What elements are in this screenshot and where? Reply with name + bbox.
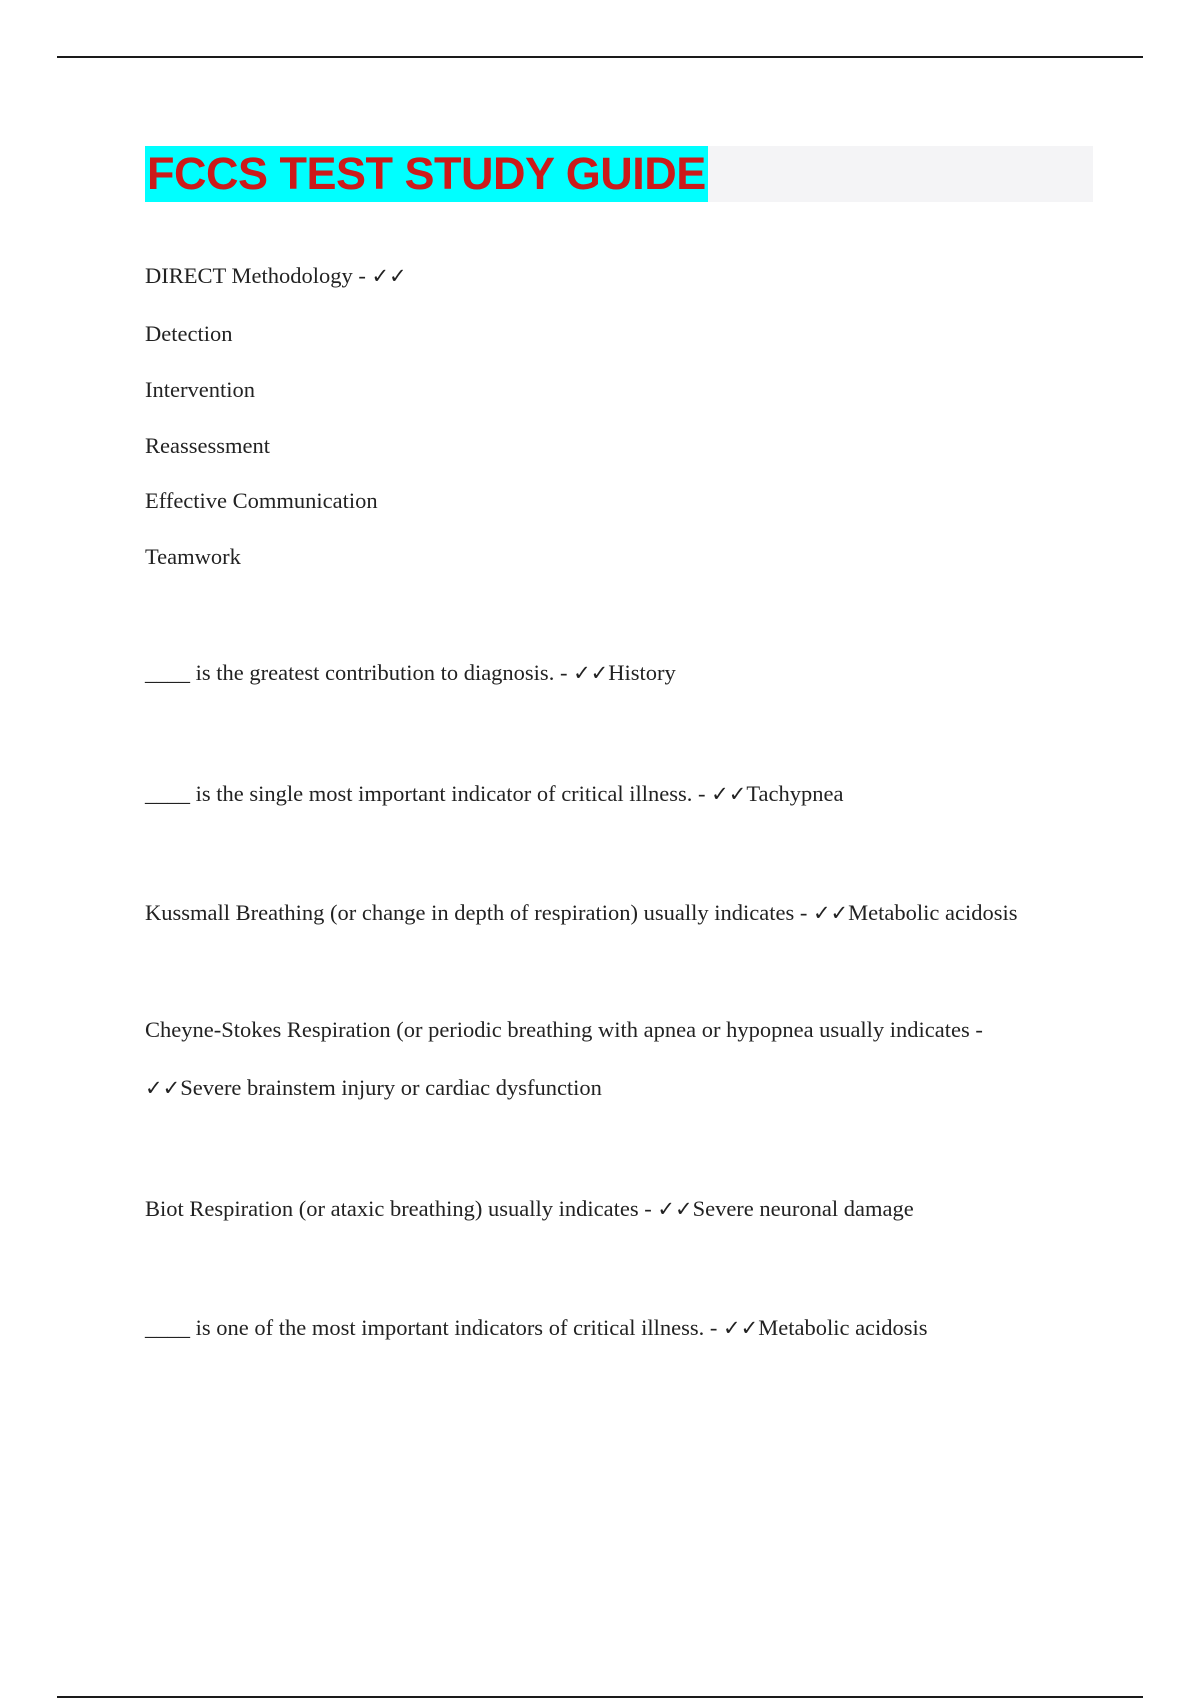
double-check-icon: ✓✓: [657, 1197, 693, 1221]
double-check-icon: ✓✓: [711, 782, 747, 806]
card-cheyne-stokes-answer: [145, 1073, 602, 1103]
question-text: Kussmall Breathing (or change in depth of respiration) usually indicates -: [145, 900, 813, 925]
footer-rule: [57, 1696, 1143, 1698]
double-check-icon: ✓✓: [812, 901, 849, 925]
card-cheyne-stokes-question: Cheyne-Stokes Respiration (or periodic breathing with apnea or hypopnea usually indicates -: [145, 1017, 983, 1042]
direct-item-detection: Detection: [145, 321, 233, 346]
question-text: ____ is one of the most important indicators of critical illness. -: [145, 1315, 724, 1340]
card-metabolic-acidosis: [145, 1313, 928, 1343]
answer-text: Tachypnea: [746, 781, 844, 806]
double-check-icon: ✓✓: [723, 1316, 759, 1340]
question-text: Biot Respiration (or ataxic breathing) usually indicates -: [145, 1196, 658, 1221]
answer-text: History: [608, 660, 676, 685]
question-text: ____ is the greatest contribution to diagnosis. -: [145, 660, 574, 685]
double-check-icon: ✓✓: [145, 1076, 181, 1100]
direct-item-intervention: Intervention: [145, 377, 255, 402]
double-check-icon: ✓✓: [371, 264, 407, 288]
card-biot: [145, 1194, 914, 1224]
question-text: ____ is the single most important indicator of critical illness. -: [145, 781, 712, 806]
direct-item-communication: Effective Communication: [145, 488, 378, 513]
direct-methodology-question: [145, 261, 407, 291]
answer-text: Metabolic acidosis: [848, 900, 1018, 925]
answer-text: Metabolic acidosis: [758, 1315, 928, 1340]
document-title: FCCS TEST STUDY GUIDE: [145, 146, 708, 202]
question-text: DIRECT Methodology -: [145, 263, 372, 288]
direct-item-reassessment: Reassessment: [145, 433, 270, 458]
card-tachypnea: [145, 779, 843, 809]
double-check-icon: ✓✓: [573, 661, 609, 685]
direct-item-teamwork: Teamwork: [145, 544, 241, 569]
card-history: [145, 658, 676, 688]
answer-text: Severe neuronal damage: [692, 1196, 914, 1221]
header-rule: [57, 56, 1143, 58]
card-kussmall: [145, 898, 1018, 928]
answer-text: Severe brainstem injury or cardiac dysfunction: [180, 1075, 602, 1100]
